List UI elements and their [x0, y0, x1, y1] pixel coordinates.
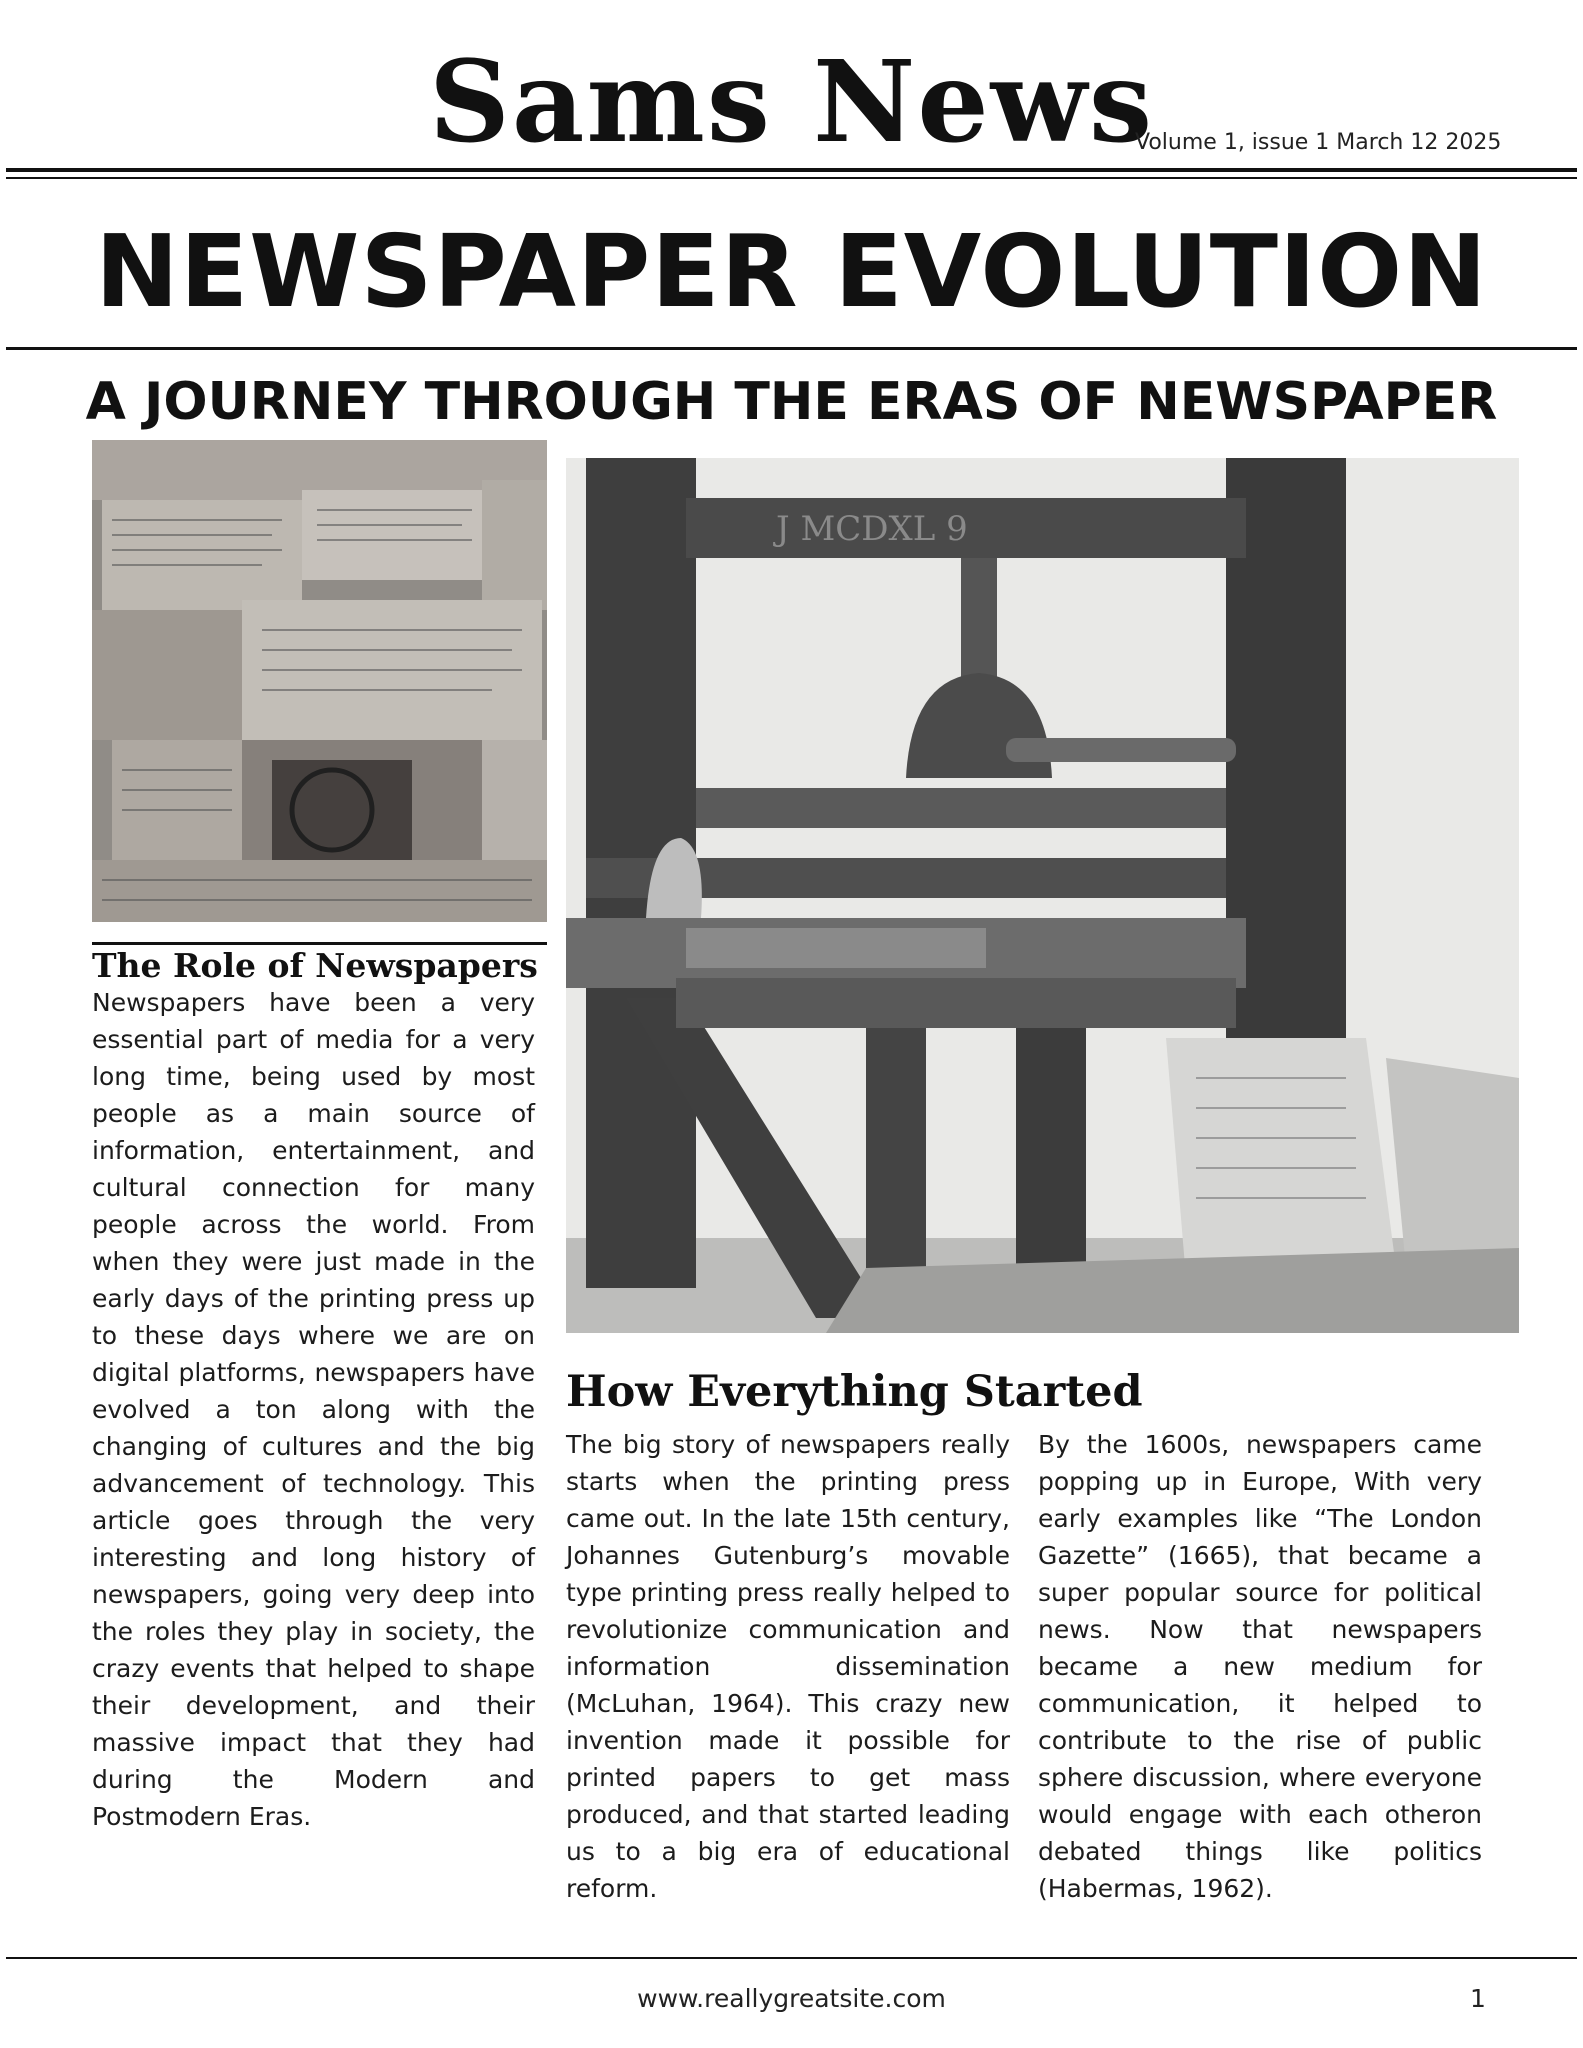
newspapers-collage-image [92, 440, 547, 922]
role-section-body: Newspapers have been a very essential part of media for a very long time, being used by most people as a main source of information, entertainment, and cultural connection for many people across the world. From when they were just made in the early days of the printing press up to these days where we are on digital platforms, newspapers have evolved a ton along with the changing of cultures and the big advancement of technology. This article goes through the very interesting and long history of newspapers, going very deep into the roles they play in society, the crazy events that helped to shape their development, and their massive impact that they had during the Modern and Postmodern Eras. [92, 988, 535, 1831]
page-number: 1 [1470, 1984, 1486, 2013]
footer-rule [6, 1957, 1577, 1959]
masthead-rule-top [6, 168, 1577, 172]
started-section-column-2: By the 1600s, newspapers came popping up in Europe, With very early examples like “The London Gazette” (1665), that became a super popular source for political news. Now that newspapers became a new medium for communication, it helped to contribute to the rise of public sphere discussion, where everyone would engage with each otheron debated things like politics (Habermas, 1962). [1038, 1430, 1482, 1903]
role-section-title: The Role of Newspapers [92, 946, 538, 985]
printing-press-image [566, 458, 1519, 1333]
headline-rule [6, 347, 1577, 350]
footer-url-link[interactable]: www.reallygreatsite.com [637, 1984, 946, 2013]
started-section-title: How Everything Started [566, 1367, 1143, 1417]
masthead-title: Sams News [428, 37, 1155, 168]
page-headline: NEWSPAPER EVOLUTION [95, 213, 1488, 330]
masthead-rule-bottom [6, 177, 1577, 179]
page-subheadline: A JOURNEY THROUGH THE ERAS OF NEWSPAPER [85, 372, 1498, 432]
started-section-column-1: The big story of newspapers really starts when the printing press came out. In the late 15th century, Johannes Gutenburg’s movable type printing press really helped to revolutionize communication and information dissemination (McLuhan, 1964). This crazy new invention made it possible for printed papers to get mass produced, and that started leading us to a big era of educational reform. [566, 1430, 1010, 1903]
issue-line: Volume 1, issue 1 March 12 2025 [1135, 130, 1502, 155]
press-inscription: J MCDXL 9 [776, 509, 968, 549]
